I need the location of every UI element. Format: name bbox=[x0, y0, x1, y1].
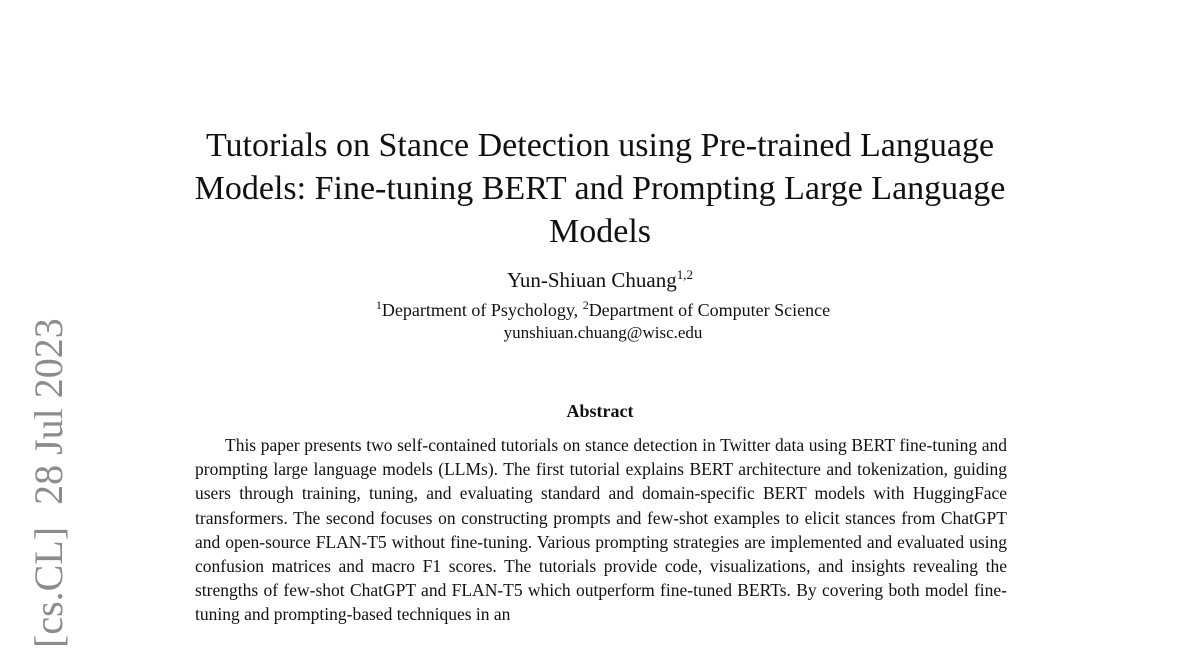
abstract-heading: Abstract bbox=[566, 401, 634, 421]
author-line bbox=[300, 262, 900, 293]
paper-title: Tutorials on Stance Detection using Pre-trained Language Models: Fine-tuning BERT and Prompting Large Language Models bbox=[194, 127, 1006, 250]
affiliation-mark-1: 1 bbox=[375, 298, 382, 312]
arxiv-stamp bbox=[28, 318, 70, 648]
arxiv-category: [cs.CL] bbox=[26, 526, 71, 648]
author-name: Yun-Shiuan Chuang bbox=[507, 268, 677, 292]
abstract-text: This paper presents two self-contained tutorials on stance detection in Twitter data using BERT fine-tuning and prompting large language models (LLMs). The first tutorial explains BERT architecture and tokenization, guiding users through training, tuning, and evaluating standard and domain-specific BERT models with HuggingFace transformers. The second focuses on constructing prompts and few-shot examples to elicit stances from ChatGPT and open-source FLAN-T5 without fine-tuning. Various prompting strategies are implemented and evaluated using confusion matrices and macro F1 scores. The tutorials provide code, visualizations, and insights revealing the strengths of few-shot ChatGPT and FLAN-T5 which outperform fine-tuned BERTs. By covering both model fine-tuning and prompting-based techniques in an bbox=[195, 435, 1007, 625]
affiliation-1: Department of Psychology, bbox=[381, 300, 579, 320]
author-superscript: 1,2 bbox=[676, 267, 693, 282]
arxiv-date: 28 Jul 2023 bbox=[26, 318, 71, 505]
author-email[interactable]: yunshiuan.chuang@wisc.edu bbox=[503, 323, 703, 342]
affiliation-2: Department of Computer Science bbox=[588, 300, 831, 320]
affiliation-mark-2: 2 bbox=[582, 298, 589, 312]
affiliations bbox=[250, 293, 956, 322]
